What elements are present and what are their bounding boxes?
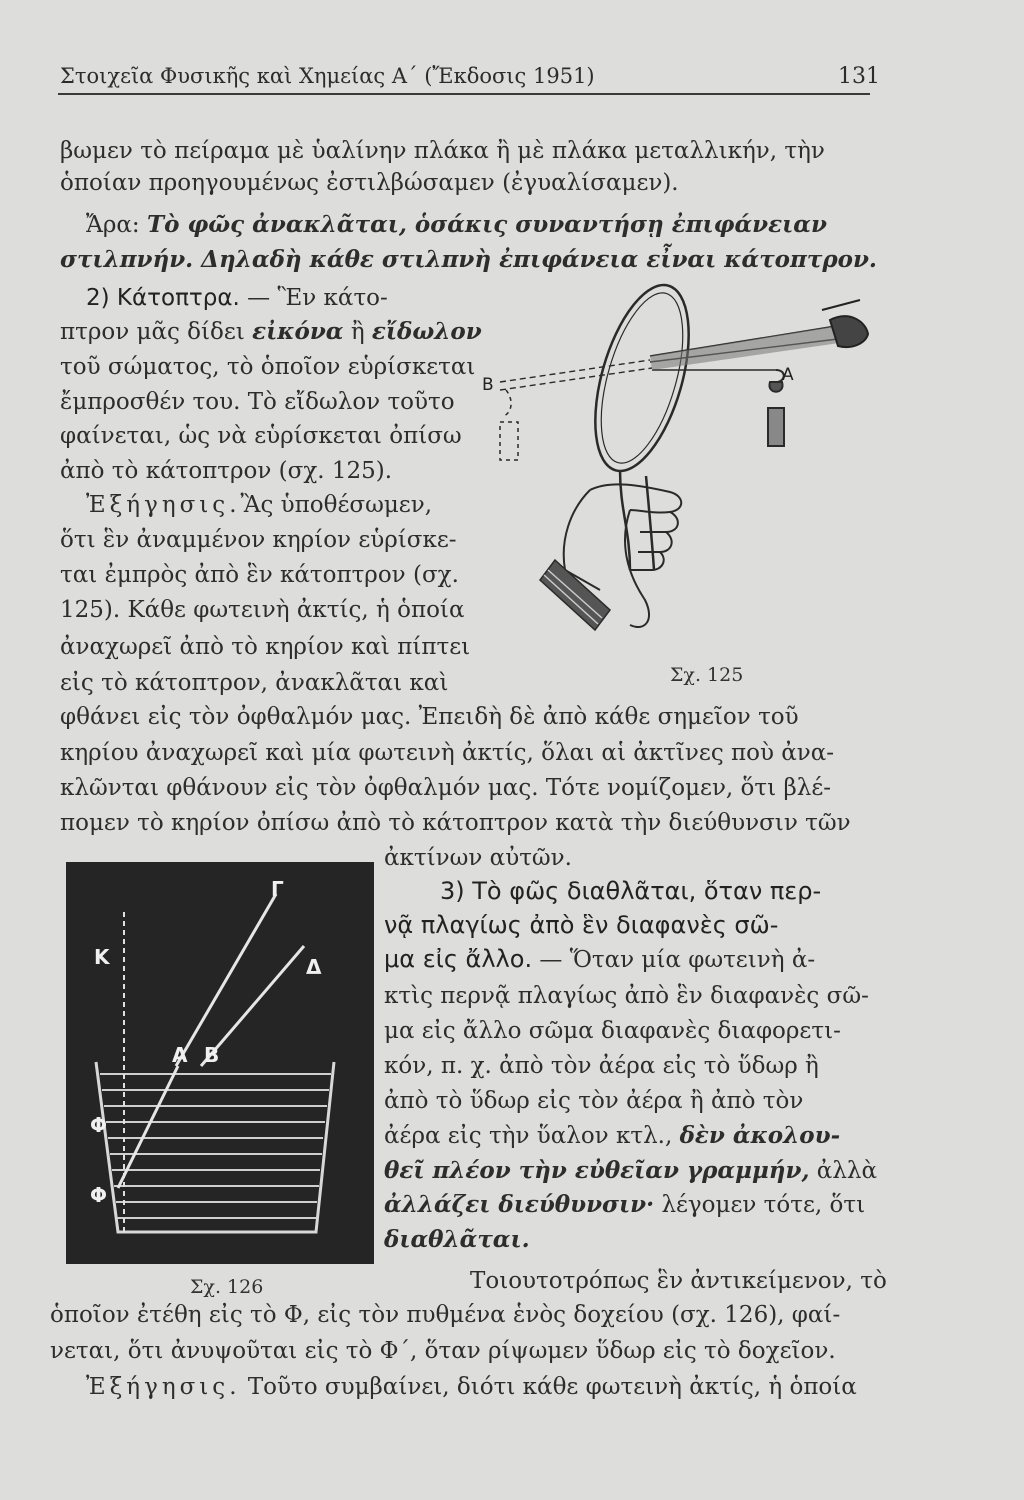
- text-span: ἢ: [350, 319, 365, 345]
- figure-126-refraction-illustration: [66, 862, 374, 1264]
- text-line: Τοιουτοτρόπως ἓν ἀντικείμενον, τὸ: [470, 1268, 887, 1294]
- figure-125-caption: Σχ. 125: [670, 664, 744, 686]
- text-line: [86, 210, 827, 240]
- text-line: ὅτι ἓν ἀναμμένον κηρίον εὑρίσκε-: [60, 527, 457, 553]
- text-line: κόν, π. χ. ἀπὸ τὸν ἀέρα εἰς τὸ ὕδωρ ἢ: [384, 1053, 819, 1079]
- text-span: Ἄρα:: [86, 212, 140, 238]
- text-span: Τοῦτο συμβαίνει, διότι κάθε φωτεινὴ ἀκτίς, ἡ ὁποία: [247, 1374, 857, 1400]
- text-line: στιλπνήν. Δηλαδὴ κάθε στιλπνὴ ἐπιφάνεια εἶναι κάτοπτρον.: [60, 246, 877, 273]
- text-line: πομεν τὸ κηρίον ὀπίσω ἀπὸ τὸ κάτοπτρον κατὰ τὴν διεύθυνσιν τῶν: [60, 810, 851, 836]
- ray-beam: [650, 324, 848, 370]
- running-header-title: Στοιχεῖα Φυσικῆς καὶ Χημείας Α΄ (Ἔκδοσις 1951): [60, 64, 595, 88]
- text-line: τοῦ σώματος, τὸ ὁποῖον εὑρίσκεται: [60, 354, 476, 380]
- text-line: [384, 944, 815, 975]
- emphasis-text: εἴδωλον: [371, 318, 482, 345]
- text-line: [384, 1121, 840, 1151]
- text-line: ἀπὸ τὸ ὕδωρ εἰς τὸν ἀέρα ἢ ἀπὸ τὸν: [384, 1088, 804, 1114]
- text-line: κλῶνται φθάνουν εἰς τὸν ὀφθαλμόν μας. Τότε νομίζομεν, ὅτι βλέ-: [60, 775, 832, 801]
- label-gamma: Γ: [271, 877, 284, 901]
- text-span: Ἐξήγησις.: [86, 492, 241, 518]
- text-line: [384, 1190, 865, 1220]
- label-b: B: [482, 375, 494, 395]
- text-line: ὁποῖον ἐτέθη εἰς τὸ Φ, εἰς τὸν πυθμένα ἑνὸς δοχείου (σχ. 126), φαί-: [50, 1302, 841, 1328]
- emphasis-text: θεῖ πλέον τὴν εὐθεῖαν γραμμήν,: [384, 1157, 810, 1184]
- text-line: [86, 490, 432, 520]
- text-line: βωμεν τὸ πείραμα μὲ ὑαλίνην πλάκα ἢ μὲ πλάκα μεταλλικήν, τὴν: [60, 138, 825, 164]
- text-line: νεται, ὅτι ἀνυψοῦται εἰς τὸ Φ΄, ὅταν ρίψωμεν ὕδωρ εἰς τὸ δοχεῖον.: [50, 1338, 836, 1364]
- text-line: φαίνεται, ὡς νὰ εὑρίσκεται ὀπίσω: [60, 423, 462, 449]
- label-delta: Δ: [306, 955, 322, 979]
- text-span: ἀέρα εἰς τὴν ὕαλον κτλ.,: [384, 1123, 673, 1149]
- text-span: — Ὅταν μία φωτεινὴ ἀ-: [539, 947, 816, 973]
- hand-mirror: [577, 275, 707, 570]
- label-phi: Φ: [90, 1183, 108, 1207]
- text-span: ἀλλὰ: [816, 1158, 877, 1184]
- text-line: ἀκτίνων αὐτῶν.: [384, 845, 572, 871]
- text-line: ἔμπροσθέν του. Τὸ εἴδωλον τοῦτο: [60, 389, 455, 415]
- section-heading-line: [86, 283, 388, 313]
- text-line: φθάνει εἰς τὸν ὀφθαλμόν μας. Ἐπειδὴ δὲ ἀπὸ κάθε σημεῖον τοῦ: [60, 704, 799, 730]
- emphasis-text: εἰκόνα: [252, 318, 344, 345]
- text-span: λέγομεν τότε, ὅτι: [661, 1192, 866, 1218]
- text-span: Ἐξήγησις.: [86, 1374, 241, 1400]
- text-span: Ἂς ὑποθέσωμεν,: [240, 492, 433, 518]
- sleeve-cuff: [540, 560, 610, 630]
- emphasis-text: δὲν ἀκολου-: [679, 1122, 841, 1149]
- text-line: μα εἰς ἄλλο σῶμα διαφανὲς διαφορετι-: [384, 1018, 841, 1044]
- text-line: 125). Κάθε φωτεινὴ ἀκτίς, ἡ ὁποία: [60, 597, 465, 623]
- text-line: [86, 1372, 857, 1402]
- label-k: K: [94, 945, 110, 969]
- page-number: 131: [838, 64, 880, 89]
- text-span: πτρον μᾶς δίδει: [60, 319, 245, 345]
- section-heading: μα εἰς ἄλλο.: [384, 945, 533, 973]
- text-line: ὁποίαν προηγουμένως ἐστιλβώσαμεν (ἐγυαλίσαμεν).: [60, 170, 679, 196]
- figure-125-mirror-illustration: [470, 270, 880, 660]
- text-line: ἀπὸ τὸ κάτοπτρον (σχ. 125).: [60, 458, 393, 484]
- text-line: [60, 317, 482, 347]
- label-beta: Β: [204, 1043, 220, 1067]
- emphasis-text: Τὸ φῶς ἀνακλᾶται, ὁσάκις συναντήσῃ ἐπιφάνειαν: [147, 211, 827, 238]
- section-heading: 2) Κάτοπτρα.: [86, 285, 240, 311]
- text-line: εἰς τὸ κάτοπτρον, ἀνακλᾶται καὶ: [60, 670, 449, 696]
- text-span: — Ἓν κάτο-: [247, 285, 388, 311]
- emphasis-text: διαθλᾶται.: [384, 1226, 530, 1253]
- emphasis-text: ἀλλάζει διεύθυνσιν·: [384, 1191, 655, 1218]
- header-rule: [58, 93, 870, 95]
- text-line: ται ἐμπρὸς ἀπὸ ἓν κάτοπτρον (σχ.: [60, 562, 459, 588]
- text-line: ἀναχωρεῖ ἀπὸ τὸ κηρίον καὶ πίπτει: [60, 634, 471, 660]
- label-a: A: [782, 365, 794, 385]
- label-alpha: Α: [172, 1043, 188, 1067]
- text-line: κηρίου ἀναχωρεῖ καὶ μία φωτεινὴ ἀκτίς, ὅλαι αἱ ἀκτῖνες ποὺ ἀνα-: [60, 740, 835, 766]
- text-line: [384, 1156, 877, 1186]
- text-line: κτὶς περνᾷ πλαγίως ἀπὸ ἓν διαφανὲς σῶ-: [384, 983, 869, 1009]
- section-heading: 3) Τὸ φῶς διαθλᾶται, ὅταν περ-: [440, 877, 822, 905]
- figure-126-caption: Σχ. 126: [190, 1276, 264, 1298]
- section-heading: νᾷ πλαγίως ἀπὸ ἓν διαφανὲς σῶ-: [384, 911, 779, 939]
- label-phi-prime: Φ: [90, 1113, 108, 1137]
- candle-image-dashed: [500, 390, 518, 460]
